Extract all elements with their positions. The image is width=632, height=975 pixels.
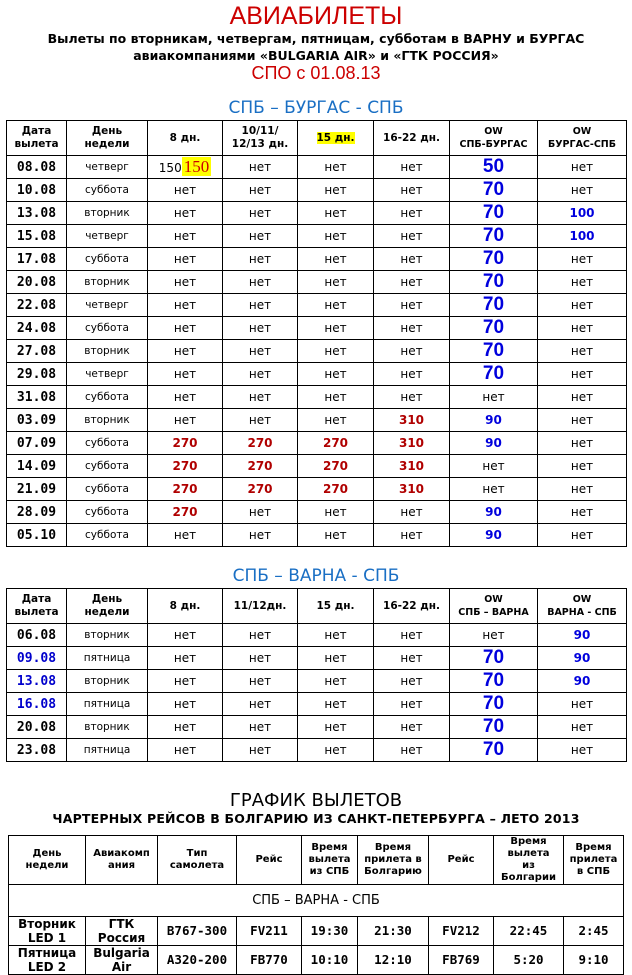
- price-cell: нет: [538, 386, 627, 409]
- schedule-cell: Пятница LED 2: [9, 946, 86, 975]
- date-cell: 08.08: [7, 156, 67, 179]
- price-cell: нет: [223, 340, 298, 363]
- weekday-cell: четверг: [67, 363, 148, 386]
- price-cell: нет: [298, 363, 374, 386]
- schedule-cell: A320-200: [158, 946, 237, 975]
- column-header-text: Дата вылета: [14, 593, 59, 618]
- weekday-cell: пятница: [67, 693, 148, 716]
- price-cell: нет: [298, 340, 374, 363]
- price-cell: нет: [148, 294, 223, 317]
- price-cell: нет: [148, 409, 223, 432]
- schedule-cell: FV212: [429, 917, 494, 946]
- column-header-text: 8 дн.: [169, 131, 201, 144]
- subtitle-airlines: авиакомпаниями «BULGARIA AIR» и «ГТК РОССИЯ»: [133, 48, 499, 63]
- price-cell: нет: [450, 455, 538, 478]
- column-header: [67, 589, 148, 624]
- table-row: [7, 478, 627, 501]
- price-cell: нет: [374, 716, 450, 739]
- column-header: [7, 121, 67, 156]
- column-header-text: Рейс: [255, 854, 283, 865]
- price-cell: 70: [450, 294, 538, 317]
- column-header: [494, 836, 564, 885]
- price-cell: нет: [223, 501, 298, 524]
- column-header: [67, 121, 148, 156]
- price-cell: 270: [298, 432, 374, 455]
- price-cell: 70: [450, 271, 538, 294]
- price-cell: 70: [450, 225, 538, 248]
- spo-date: СПО с 01.08.13: [251, 63, 381, 83]
- column-header: [374, 589, 450, 624]
- date-cell: 24.08: [7, 317, 67, 340]
- price-cell: 270: [223, 455, 298, 478]
- section-row: [9, 885, 624, 917]
- price-cell: 90: [538, 624, 627, 647]
- price-cell: 100: [538, 225, 627, 248]
- weekday-cell: пятница: [67, 647, 148, 670]
- table-row: [7, 248, 627, 271]
- price-cell: нет: [223, 624, 298, 647]
- column-header-text: OW СПБ – ВАРНА: [458, 594, 529, 618]
- date-cell: 09.08: [7, 647, 67, 670]
- schedule-cell: 5:20: [494, 946, 564, 975]
- weekday-cell: суббота: [67, 524, 148, 547]
- schedule-cell: FV211: [237, 917, 302, 946]
- price-cell: нет: [538, 501, 627, 524]
- date-cell: 07.09: [7, 432, 67, 455]
- date-cell: 29.08: [7, 363, 67, 386]
- price-cell: нет: [374, 317, 450, 340]
- price-cell: нет: [450, 624, 538, 647]
- date-cell: 16.08: [7, 693, 67, 716]
- column-header: [148, 121, 223, 156]
- column-header: [298, 589, 374, 624]
- schedule-cell: 12:10: [358, 946, 429, 975]
- column-header: [429, 836, 494, 885]
- price-cell: нет: [374, 179, 450, 202]
- table-row: [7, 340, 627, 363]
- date-cell: 21.09: [7, 478, 67, 501]
- table-row: [7, 271, 627, 294]
- price-cell: 270: [223, 432, 298, 455]
- schedule-subtitle: ЧАРТЕРНЫХ РЕЙСОВ В БОЛГАРИЮ ИЗ САНКТ-ПЕТЕРБУРГА – ЛЕТО 2013: [52, 811, 580, 826]
- price-cell: 100: [538, 202, 627, 225]
- price-cell: 270: [148, 501, 223, 524]
- weekday-cell: вторник: [67, 716, 148, 739]
- price-cell: нет: [223, 670, 298, 693]
- price-cell: 70: [450, 202, 538, 225]
- date-cell: 10.08: [7, 179, 67, 202]
- price-cell: нет: [223, 156, 298, 179]
- price-cell: нет: [148, 317, 223, 340]
- price-cell: нет: [223, 179, 298, 202]
- price-cell: нет: [374, 294, 450, 317]
- price-cell: нет: [374, 363, 450, 386]
- table-row: [7, 624, 627, 647]
- date-cell: 22.08: [7, 294, 67, 317]
- price-cell: нет: [298, 225, 374, 248]
- schedule-cell: 21:30: [358, 917, 429, 946]
- price-cell: нет: [223, 386, 298, 409]
- price-cell: нет: [223, 225, 298, 248]
- price-cell: нет: [374, 225, 450, 248]
- price-cell: нет: [374, 156, 450, 179]
- column-header: [538, 589, 627, 624]
- price-cell: нет: [298, 501, 374, 524]
- price-cell: нет: [538, 739, 627, 762]
- price-cell: нет: [298, 716, 374, 739]
- price-cell: нет: [223, 739, 298, 762]
- price-cell: 70: [450, 363, 538, 386]
- price-cell: нет: [298, 739, 374, 762]
- price-cell: нет: [148, 179, 223, 202]
- price-cell: 270: [148, 455, 223, 478]
- price-cell: нет: [298, 179, 374, 202]
- weekday-cell: четверг: [67, 156, 148, 179]
- price-cell: нет: [148, 271, 223, 294]
- price-cell: нет: [538, 179, 627, 202]
- price-cell: нет: [223, 202, 298, 225]
- price-cell: нет: [298, 524, 374, 547]
- schedule-cell: 2:45: [564, 917, 624, 946]
- date-cell: 27.08: [7, 340, 67, 363]
- schedule-title: ГРАФИК ВЫЛЕТОВ: [229, 790, 403, 811]
- weekday-cell: суббота: [67, 432, 148, 455]
- burgas-price-table: [6, 120, 627, 547]
- date-cell: 03.09: [7, 409, 67, 432]
- column-header-text: Дата вылета: [14, 125, 59, 150]
- column-header-text: 16-22 дн.: [383, 131, 440, 144]
- schedule-table: [8, 835, 624, 975]
- column-header: [374, 121, 450, 156]
- column-header: [298, 121, 374, 156]
- schedule-cell: Bulgaria Air: [86, 946, 158, 975]
- price-cell: нет: [374, 670, 450, 693]
- price-cell: нет: [538, 432, 627, 455]
- price-cell: нет: [374, 524, 450, 547]
- column-header: [86, 836, 158, 885]
- schedule-cell: FB770: [237, 946, 302, 975]
- column-header-text: Время прилета в Болгарию: [364, 842, 422, 877]
- table-row: [7, 156, 627, 179]
- weekday-cell: вторник: [67, 340, 148, 363]
- price-cell: 270: [298, 455, 374, 478]
- subtitle-days: Вылеты по вторникам, четвергам, пятницам, субботам в ВАРНУ и БУРГАС: [47, 31, 585, 46]
- table-row: [9, 917, 624, 946]
- price-cell: нет: [148, 248, 223, 271]
- price-cell: нет: [538, 524, 627, 547]
- column-header-text: День недели: [25, 848, 69, 871]
- column-header-text: 8 дн.: [169, 599, 201, 612]
- highlighted-price: 150: [183, 157, 210, 176]
- table-row: [7, 202, 627, 225]
- price-cell: 70: [450, 739, 538, 762]
- price-cell: нет: [148, 202, 223, 225]
- price-cell: нет: [223, 693, 298, 716]
- price-cell: нет: [148, 340, 223, 363]
- table-row: [9, 946, 624, 975]
- price-cell: нет: [298, 693, 374, 716]
- price-cell: нет: [223, 524, 298, 547]
- column-header: [450, 589, 538, 624]
- column-header: [223, 121, 298, 156]
- schedule-cell: FB769: [429, 946, 494, 975]
- table-row: [7, 693, 627, 716]
- column-header-text: День недели: [84, 125, 130, 150]
- column-header-text: Время прилета в СПБ: [569, 842, 618, 877]
- price-cell: нет: [148, 386, 223, 409]
- price-cell: 270: [298, 478, 374, 501]
- price-cell: 70: [450, 340, 538, 363]
- table-row: [7, 409, 627, 432]
- schedule-cell: 19:30: [302, 917, 358, 946]
- price-cell: 90: [450, 524, 538, 547]
- column-header-text: 15 дн.: [316, 131, 355, 144]
- price-cell: нет: [538, 455, 627, 478]
- price-cell: нет: [223, 716, 298, 739]
- price-cell: 270: [148, 478, 223, 501]
- route-burgas-title: СПБ – БУРГАС - СПБ: [228, 98, 404, 118]
- table-row: [7, 317, 627, 340]
- price-cell: нет: [223, 363, 298, 386]
- column-header-text: OW СПБ-БУРГАС: [459, 126, 528, 150]
- price-cell: нет: [223, 647, 298, 670]
- date-cell: 13.08: [7, 670, 67, 693]
- table-row: [7, 455, 627, 478]
- price-cell: нет: [298, 317, 374, 340]
- table-row: [7, 179, 627, 202]
- price-cell: 70: [450, 317, 538, 340]
- price-cell: нет: [538, 248, 627, 271]
- price-cell: нет: [298, 409, 374, 432]
- column-header-text: OW БУРГАС-СПБ: [547, 126, 616, 150]
- weekday-cell: суббота: [67, 386, 148, 409]
- table-row: [7, 647, 627, 670]
- date-cell: 23.08: [7, 739, 67, 762]
- price-cell: 90: [450, 432, 538, 455]
- column-header: [9, 836, 86, 885]
- date-cell: 14.09: [7, 455, 67, 478]
- price-cell: нет: [148, 524, 223, 547]
- page-title: АВИАБИЛЕТЫ: [229, 2, 403, 30]
- column-header-text: День недели: [84, 593, 130, 618]
- weekday-cell: вторник: [67, 202, 148, 225]
- table-row: [7, 363, 627, 386]
- column-header: [223, 589, 298, 624]
- price-cell: нет: [148, 739, 223, 762]
- price-cell: нет: [450, 386, 538, 409]
- column-header: [302, 836, 358, 885]
- date-cell: 05.10: [7, 524, 67, 547]
- price-cell: нет: [148, 716, 223, 739]
- table-row: [7, 670, 627, 693]
- table-row: [7, 225, 627, 248]
- price-cell: 310: [374, 409, 450, 432]
- column-header: [158, 836, 237, 885]
- weekday-cell: четверг: [67, 225, 148, 248]
- price-cell: 70: [450, 670, 538, 693]
- schedule-cell: 10:10: [302, 946, 358, 975]
- section-title: СПБ – ВАРНА - СПБ: [9, 885, 624, 917]
- column-header-text: 11/12дн.: [233, 599, 287, 612]
- price-cell: нет: [148, 670, 223, 693]
- price-cell: нет: [148, 647, 223, 670]
- price-cell: нет: [298, 294, 374, 317]
- date-cell: 28.09: [7, 501, 67, 524]
- varna-price-table: [6, 588, 627, 762]
- weekday-cell: суббота: [67, 317, 148, 340]
- column-header: [358, 836, 429, 885]
- price-cell: нет: [298, 156, 374, 179]
- table-row: [7, 524, 627, 547]
- price-cell: нет: [538, 271, 627, 294]
- column-header-text: 16-22 дн.: [383, 599, 440, 612]
- date-cell: 20.08: [7, 716, 67, 739]
- weekday-cell: вторник: [67, 409, 148, 432]
- weekday-cell: суббота: [67, 478, 148, 501]
- schedule-cell: B767-300: [158, 917, 237, 946]
- price-cell: 150 150: [148, 156, 223, 179]
- weekday-cell: четверг: [67, 294, 148, 317]
- route-varna-title: СПБ – ВАРНА - СПБ: [232, 566, 400, 586]
- table-row: [7, 294, 627, 317]
- price-cell: 70: [450, 716, 538, 739]
- price-cell: нет: [538, 156, 627, 179]
- column-header: [237, 836, 302, 885]
- column-header-text: Авиакомп ания: [93, 848, 150, 871]
- price-cell: 90: [538, 670, 627, 693]
- price-cell: нет: [148, 225, 223, 248]
- price-cell: нет: [538, 716, 627, 739]
- column-header-text: 15 дн.: [316, 599, 355, 612]
- date-cell: 17.08: [7, 248, 67, 271]
- price-cell: нет: [538, 693, 627, 716]
- price-cell: нет: [374, 386, 450, 409]
- price-cell: 90: [538, 647, 627, 670]
- price-cell: нет: [223, 271, 298, 294]
- date-cell: 15.08: [7, 225, 67, 248]
- weekday-cell: суббота: [67, 455, 148, 478]
- table-row: [7, 501, 627, 524]
- price-cell: 70: [450, 179, 538, 202]
- price-cell: нет: [148, 363, 223, 386]
- price-cell: нет: [298, 670, 374, 693]
- price-cell: нет: [374, 271, 450, 294]
- date-cell: 06.08: [7, 624, 67, 647]
- weekday-cell: вторник: [67, 271, 148, 294]
- column-header: [450, 121, 538, 156]
- price-cell: нет: [298, 647, 374, 670]
- price-cell: нет: [223, 409, 298, 432]
- weekday-cell: суббота: [67, 248, 148, 271]
- price-cell: 310: [374, 455, 450, 478]
- date-cell: 31.08: [7, 386, 67, 409]
- column-header-text: 10/11/ 12/13 дн.: [231, 125, 289, 150]
- column-header-text: Тип самолета: [169, 848, 225, 871]
- column-header-text: Рейс: [447, 854, 475, 865]
- price-cell: нет: [538, 340, 627, 363]
- price-cell: нет: [223, 317, 298, 340]
- price-cell: нет: [374, 647, 450, 670]
- price-cell: нет: [538, 363, 627, 386]
- date-cell: 20.08: [7, 271, 67, 294]
- price-cell: нет: [374, 248, 450, 271]
- table-row: [7, 432, 627, 455]
- column-header: [538, 121, 627, 156]
- price-cell: нет: [374, 202, 450, 225]
- price-cell: нет: [223, 294, 298, 317]
- price-cell: 90: [450, 501, 538, 524]
- price-cell: нет: [148, 624, 223, 647]
- price-cell: нет: [374, 693, 450, 716]
- schedule-cell: Вторник LED 1: [9, 917, 86, 946]
- price-cell: 310: [374, 478, 450, 501]
- price-cell: нет: [538, 317, 627, 340]
- schedule-cell: 22:45: [494, 917, 564, 946]
- price-cell: 310: [374, 432, 450, 455]
- schedule-cell: 9:10: [564, 946, 624, 975]
- price-cell: нет: [148, 693, 223, 716]
- column-header-text: Время вылета из СПБ: [308, 842, 351, 877]
- price-cell: нет: [298, 248, 374, 271]
- price-cell: 270: [148, 432, 223, 455]
- column-header-text: Время вылета из Болгарии: [501, 836, 556, 883]
- column-header: [148, 589, 223, 624]
- price-cell: 70: [450, 693, 538, 716]
- price-cell: нет: [374, 739, 450, 762]
- table-row: [7, 716, 627, 739]
- price-cell: 70: [450, 248, 538, 271]
- schedule-cell: ГТК Россия: [86, 917, 158, 946]
- weekday-cell: суббота: [67, 501, 148, 524]
- weekday-cell: вторник: [67, 624, 148, 647]
- weekday-cell: вторник: [67, 670, 148, 693]
- date-cell: 13.08: [7, 202, 67, 225]
- price-cell: нет: [538, 478, 627, 501]
- price-cell: 90: [450, 409, 538, 432]
- price-cell: нет: [538, 294, 627, 317]
- price-cell: нет: [538, 409, 627, 432]
- price-cell: нет: [223, 248, 298, 271]
- price-cell: 70: [450, 647, 538, 670]
- weekday-cell: суббота: [67, 179, 148, 202]
- price-cell: нет: [374, 501, 450, 524]
- table-row: [7, 386, 627, 409]
- price-cell: нет: [374, 340, 450, 363]
- column-header: [7, 589, 67, 624]
- table-row: [7, 739, 627, 762]
- price-cell: 270: [223, 478, 298, 501]
- price-cell: нет: [298, 386, 374, 409]
- price-cell: нет: [374, 624, 450, 647]
- price-cell: нет: [298, 271, 374, 294]
- price-cell: 50: [450, 156, 538, 179]
- price-cell: нет: [450, 478, 538, 501]
- column-header-text: OW ВАРНА - СПБ: [547, 594, 617, 618]
- price-cell: нет: [298, 624, 374, 647]
- column-header: [564, 836, 624, 885]
- price-cell: нет: [298, 202, 374, 225]
- weekday-cell: пятница: [67, 739, 148, 762]
